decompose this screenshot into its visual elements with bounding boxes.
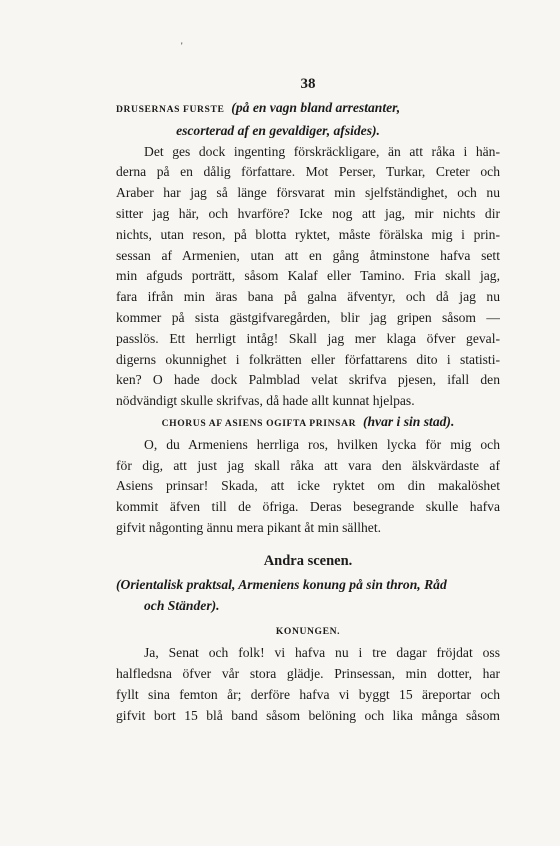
scene-direction-1: (Orientalisk praktsal, Armeniens konung på sin thron, Råd <box>116 576 447 592</box>
speech-line: nödvändigt skulle skrifvas, då hade allt kunnat hjelpas. <box>116 393 415 409</box>
speech-line: ken? O hade dock Palmblad velat skrifva pjesen, ifall den <box>116 372 500 388</box>
speech-line: kommit äfven till de öfriga. Deras besegrande skulle hafva <box>116 499 500 515</box>
scene-heading: Andra scenen. <box>263 552 353 569</box>
speech-line: för dig, att just jag skall råka att vara den älskvärdaste af <box>116 457 500 473</box>
speech-drusernas-furste <box>116 142 500 412</box>
speech-line: kommer på sista gästgifvaregården, blir jag gripen såsom — <box>116 309 500 325</box>
scene-direction-line-2 <box>116 596 500 617</box>
speech-line: O, du Armeniens herrliga ros, hvilken lycka för mig och <box>144 436 500 452</box>
speaker-name-3: KONUNGEN. <box>275 626 341 638</box>
speaker-line-3 <box>116 620 500 643</box>
speech-line: digerns okunnighet i folkrätten eller författarens dito i statisti- <box>116 351 500 367</box>
corner-mark: ' <box>181 41 183 51</box>
speech-line: gifvit bort 15 blå band såsom belöning och lika många såsom <box>116 707 500 723</box>
speech-line: Asiens prinsar! Skada, att icke ryktet om din makalöshet <box>116 478 500 494</box>
speech-line: sitter jag här, och hvarföre? Icke nog att jag, mir nichts dir <box>116 205 500 221</box>
speech-line: halfledsna öfver vår stora glädje. Prinsessan, min dotter, har <box>116 665 500 681</box>
speech-line: fara ifrån min äras bana på galna äfventyr, och då jag nu <box>116 289 500 305</box>
stage-direction-1b-line <box>116 121 500 142</box>
speech-line: Det ges dock ingenting förskräckligare, än att råka i hän- <box>144 143 500 159</box>
speech-line: sessan af Armenien, utan att en gång åtminstone hafva sett <box>116 247 500 263</box>
speech-line: Ja, Senat och folk! vi hafva nu i tre dagar fröjdat oss <box>144 645 500 661</box>
stage-direction-1b: escorterad af en gevaldiger, afsides). <box>176 122 380 138</box>
speech-line: fyllt sina femton år; derföre hafva vi byggt 15 äreportar och <box>116 686 500 702</box>
speaker-line-1 <box>116 98 500 121</box>
book-page <box>116 0 500 726</box>
speech-line: gifvit någonting ännu mera pikant åt min sällhet. <box>116 519 382 535</box>
stage-direction-1a: (på en vagn bland arrestanter, <box>231 100 401 115</box>
scene-direction-2: och Ständer). <box>144 597 220 613</box>
speech-line: passlös. Ett herrligt intåg! Skall jag mer klaga öfver geval- <box>116 330 500 346</box>
speaker-line-2 <box>116 412 500 435</box>
speech-line: derna på en dålig författare. Mot Perser, Turkar, Creter och <box>116 164 500 180</box>
scene-direction-line-1 <box>116 575 500 596</box>
speech-line: min afguds porträtt, såsom Kalaf eller Tamino. Fria skall jag, <box>116 268 500 284</box>
speech-line: Araber har jag så länge försvarat min sjelfständighet, och nu <box>116 185 500 201</box>
speaker-name-1: DRUSERNAS FURSTE <box>116 104 225 115</box>
speaker-name-2: CHORUS AF ASIENS OGIFTA PRINSAR <box>161 417 357 429</box>
page-number: 38 <box>300 76 316 92</box>
stage-direction-2: (hvar i sin stad). <box>362 413 455 429</box>
speech-line: nichts, utan reson, på blotta ryktet, måste förälska mig i prin- <box>116 226 500 242</box>
